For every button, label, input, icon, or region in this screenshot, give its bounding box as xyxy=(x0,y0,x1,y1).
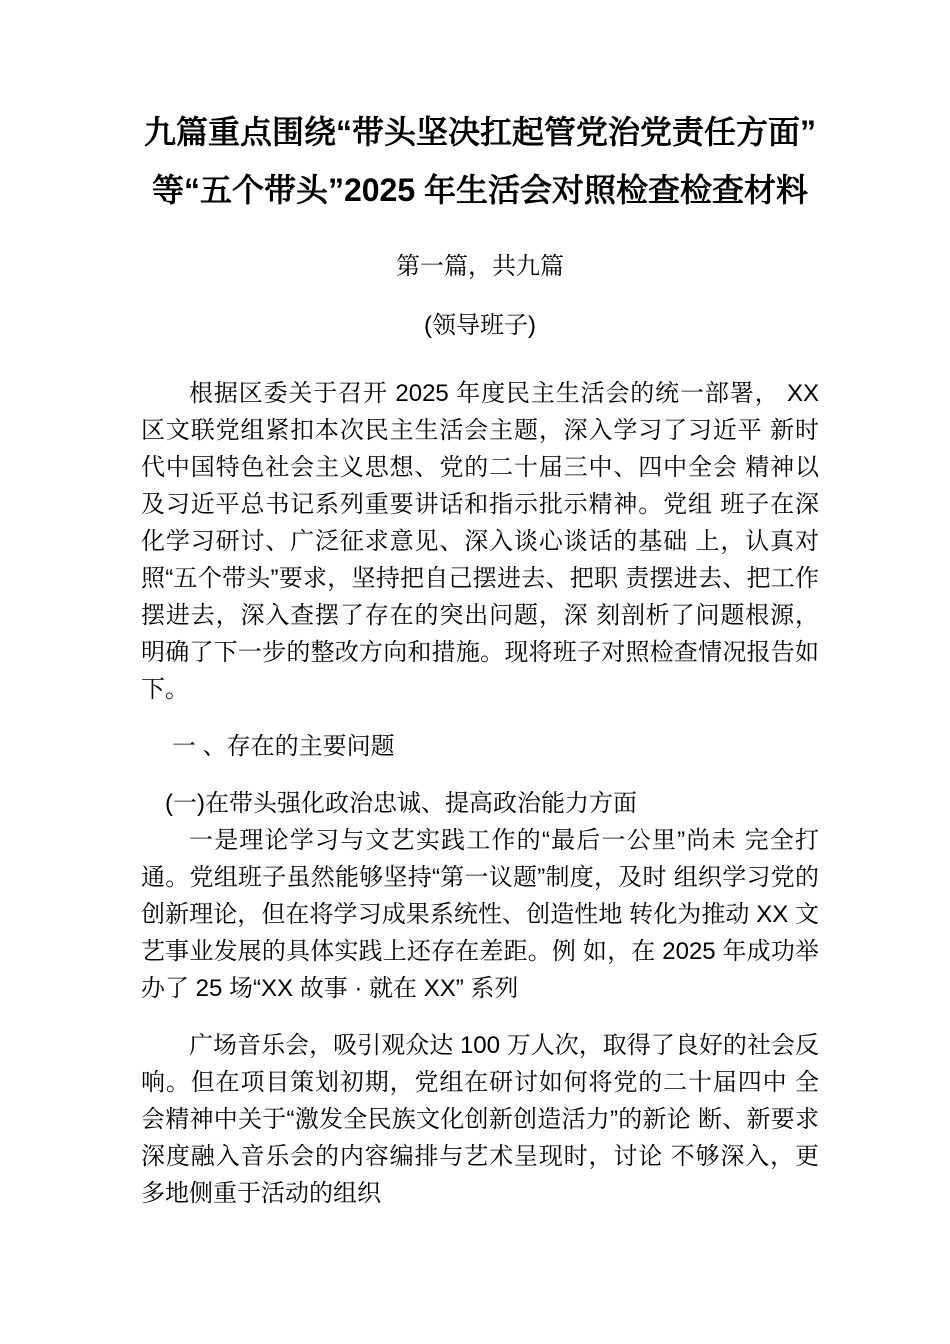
section-heading-1-1: (一)在带头强化政治忠诚、提高政治能力方面 xyxy=(165,790,637,817)
section-heading-1: 一 、存在的主要问题 xyxy=(172,733,395,760)
document-content xyxy=(141,0,819,1212)
paragraph-point-1-continued: 广场音乐会，吸引观众达 100 万人次，取得了良好的社会反 响。但在项目策划初期，党组在研讨如何将党的二十届四中 全会精神中关于“激发全民族文化创新创造活力”的新论 断、新要求深度融入音乐会的内容编排与艺术呈现时，讨论 不够深入，更多地侧重于活动的组织 xyxy=(141,1032,819,1207)
paragraph-intro: 根据区委关于召开 2025 年度民主生活会的统一部署， XX 区文联党组紧扣本次民主生活会主题，深入学习了习近平 新时代中国特色社会主义思想、党的二十届三中、四中全会 精神以及习近平总书记系列重要讲话和指示批示精神。党组 班子在深化学习研讨、广泛征求意见、深入谈心谈话的基础 上，认真对照“五个带头”要求，坚持把自己摆进去、把职 责摆进去、把工作摆进去，深入查摆了存在的突出问题，深 刻剖析了问题根源，明确了下一步的整改方向和措施。现将班子对照检查情况报告如下。 xyxy=(141,380,819,703)
scope-label: (领导班子) xyxy=(424,312,536,339)
paragraph-point-1: 一是理论学习与文艺实践工作的“最后一公里”尚未 完全打通。党组班子虽然能够坚持“第一议题”制度，及时 组织学习党的创新理论，但在将学习成果系统性、创造性地 转化为推动 XX 文艺事业发展的具体实践上还存在差距。例 如，在 2025 年成功举办了 25 场“XX 故事 · 就在 XX” 系列 xyxy=(141,827,819,1002)
page-title: 九篇重点围绕“带头坚决扛起管党治党责任方面”等“五个带头”2025 年生活会对照检查检查材料 xyxy=(143,114,816,208)
series-label: 第一篇，共九篇 xyxy=(396,253,564,280)
